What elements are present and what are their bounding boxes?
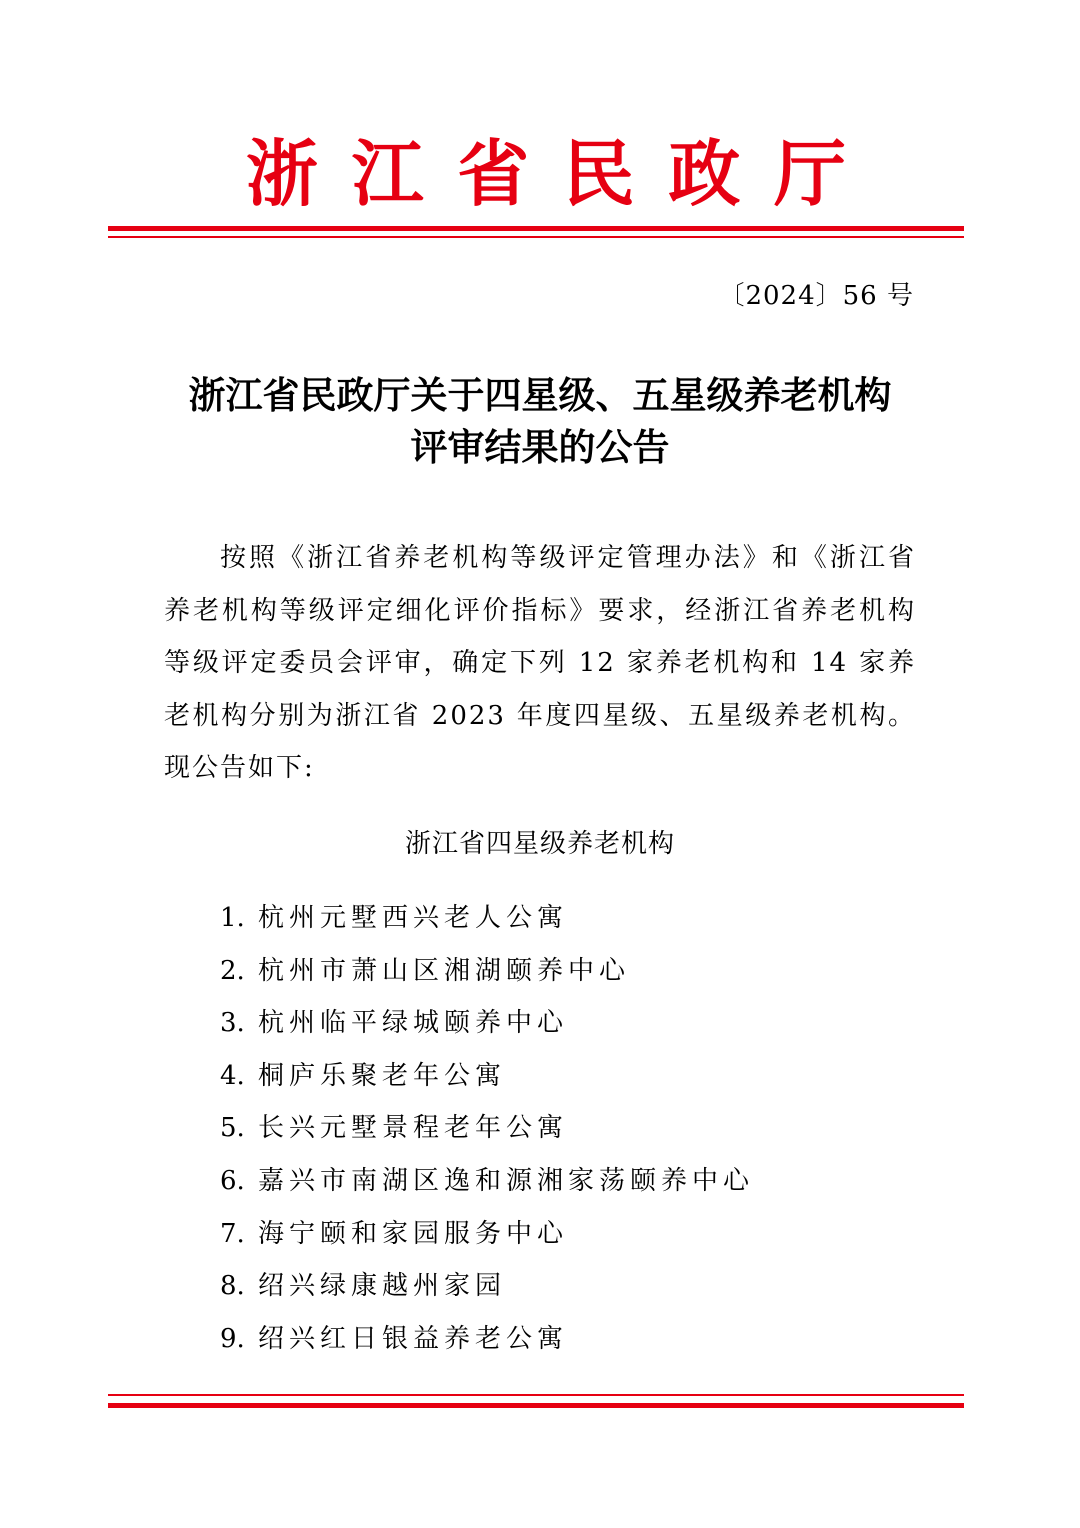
document-number: 〔2024〕56 号	[718, 281, 914, 311]
list-item-name: 海宁颐和家园服务中心	[258, 1218, 569, 1249]
title-line-2: 评审结果的公告	[410, 426, 670, 469]
list-item-number: 7.	[220, 1218, 245, 1249]
list-item-number: 5.	[220, 1113, 245, 1144]
list-item-name: 杭州临平绿城颐养中心	[258, 1008, 569, 1039]
header-rule-thin	[108, 236, 964, 238]
header-rule-thick	[108, 226, 964, 231]
list-item	[220, 892, 754, 945]
list-item	[220, 945, 754, 998]
list-item-name: 长兴元墅景程老年公寓	[258, 1113, 569, 1144]
list-item-name: 绍兴绿康越州家园	[258, 1271, 507, 1302]
masthead-char: 民	[562, 131, 635, 216]
list-item	[220, 997, 754, 1050]
masthead-char: 浙	[246, 131, 319, 216]
footer-rule-thick	[108, 1403, 964, 1408]
list-item	[220, 1208, 754, 1261]
four-star-section-heading: 浙江省四星级养老机构	[404, 829, 675, 859]
list-item	[220, 1155, 754, 1208]
list-item-name: 桐庐乐聚老年公寓	[258, 1060, 507, 1091]
list-item-number: 4.	[220, 1060, 245, 1091]
title-line-1: 浙江省民政厅关于四星级、五星级养老机构	[188, 374, 892, 417]
list-item-number: 6.	[220, 1165, 245, 1196]
list-item-name: 绍兴红日银益养老公寓	[258, 1323, 569, 1354]
list-item-number: 8.	[220, 1271, 245, 1302]
announcement-title	[108, 370, 972, 474]
list-item	[220, 1313, 754, 1366]
list-item	[220, 1102, 754, 1155]
four-star-institution-list	[220, 892, 754, 1365]
list-item-name: 嘉兴市南湖区逸和源湘家荡颐养中心	[258, 1165, 755, 1196]
list-item-name: 杭州元墅西兴老人公寓	[258, 903, 569, 933]
list-item-name: 杭州市萧山区湘湖颐养中心	[258, 955, 631, 986]
list-item-number: 3.	[220, 1008, 245, 1039]
announcement-body: 按照《浙江省养老机构等级评定管理办法》和《浙江省养老机构等级评定细化评价指标》要求，经浙江省养老机构等级评定委员会评审，确定下列 12 家养老机构和 14 家养老机构分别为浙江省 2023 年度四星级、五星级养老机构。现公告如下:	[164, 543, 916, 783]
footer-rule-thin	[108, 1394, 964, 1396]
masthead-char: 江	[351, 131, 424, 216]
list-item-number: 2.	[220, 955, 245, 986]
masthead-char: 政	[668, 131, 741, 216]
issuing-authority-masthead	[108, 128, 964, 220]
list-item-number: 9.	[220, 1323, 245, 1354]
list-item	[220, 1050, 754, 1103]
list-item-number: 1.	[220, 903, 245, 933]
masthead-char: 省	[457, 131, 530, 216]
masthead-char: 厅	[773, 131, 846, 216]
list-item	[220, 1260, 754, 1313]
